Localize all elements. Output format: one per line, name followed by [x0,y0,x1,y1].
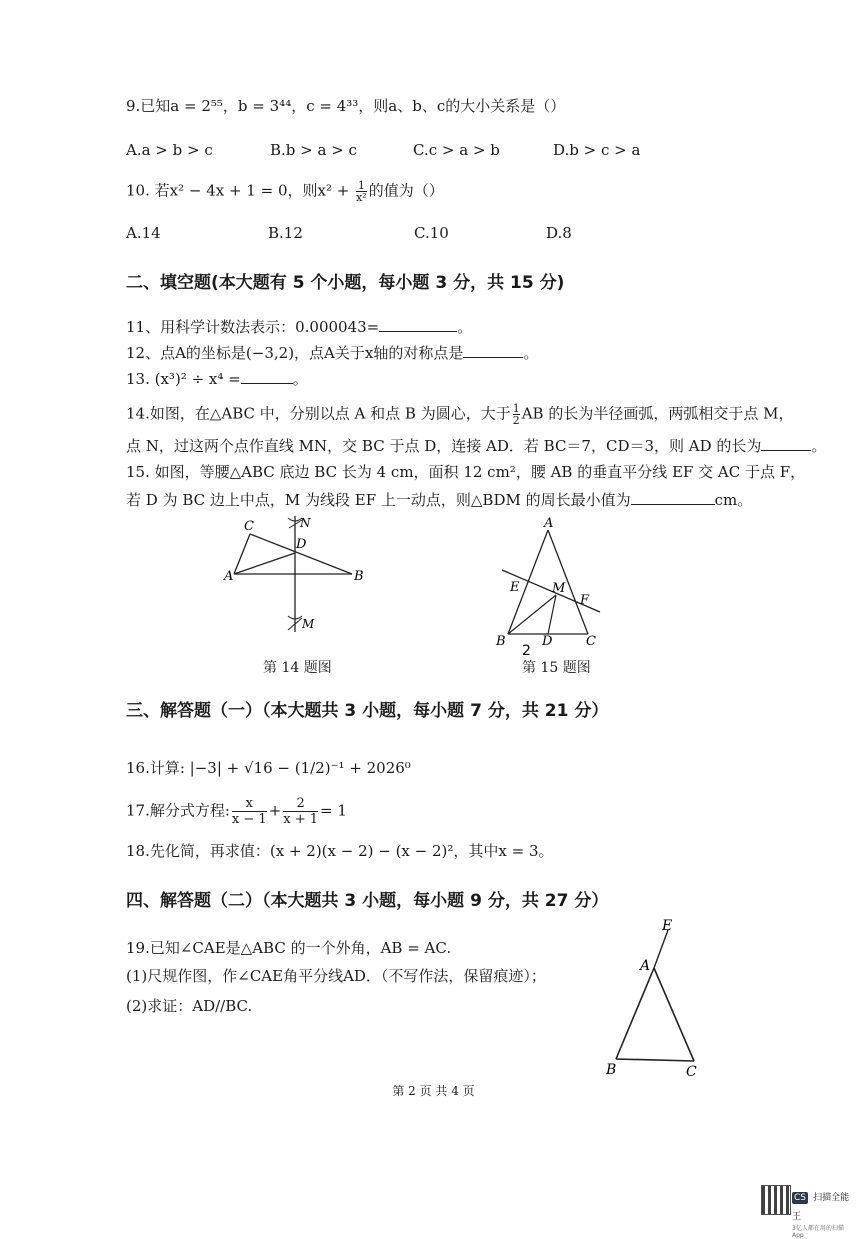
fig15-label-d: D [542,634,553,649]
fig19-label-b: B [606,1062,617,1078]
fig15-handwritten-mark: 2 [522,643,531,657]
qr-code-icon [761,1185,791,1215]
q12-answer-blank[interactable] [463,343,523,358]
question-14-line-2 [126,436,826,456]
q10-option-a: A.14 [126,224,161,242]
figure-19 [598,912,708,1082]
fig19-label-e: E [662,918,673,934]
scanner-name: 扫描全能王 [792,1193,850,1222]
scanner-watermark [792,1185,852,1239]
q17-frac1-num: x [232,796,267,812]
q11-text: 11、用科学计数法表示：0.000043= [126,318,380,336]
question-19-line-3: (2)求证：AD//BC. [126,997,253,1015]
q17-frac2-num: 2 [283,796,318,812]
q14-frac-num: 1 [512,402,520,415]
q17-frac2-den: x + 1 [283,812,319,827]
q11-answer-blank[interactable] [379,317,457,332]
fig14-side-ca [234,534,250,574]
q14-frac-den: 2 [512,414,520,427]
q17-fraction-1 [232,796,267,827]
q9-option-c: C.c > a > b [413,141,500,159]
fig15-label-a: A [544,516,554,531]
q13-end: 。 [292,370,308,388]
q15-text: 若 D 为 BC 边上中点，M 为线段 EF 上一动点，则△BDM 的周长最小值为 [126,491,631,509]
question-18: 18.先化简，再求值：(x + 2)(x − 2) − (x − 2)²，其中x = 3。 [126,842,554,860]
q10-fraction [356,180,367,203]
fig19-ray-ae [654,930,668,968]
figure-15 [490,512,610,657]
question-13 [126,369,308,389]
fig14-label-c: C [244,519,254,534]
question-15-line-2 [126,490,752,510]
q9-option-d: D.b > c > a [553,141,641,159]
fig15-label-e: E [510,580,520,595]
q17-equals: = 1 [320,801,347,820]
q11-end: 。 [457,318,473,336]
scanner-tagline: 3亿人都在用的扫描App [792,1225,844,1239]
question-14-line-1 [126,403,793,426]
question-17 [126,796,347,827]
page-footer: 第 2 页 共 4 页 [392,1084,475,1098]
q17-fraction-2 [283,796,318,827]
fig15-label-c: C [586,634,596,649]
fig15-label-f: F [580,593,590,608]
question-19-line-1: 19.已知∠CAE是△ABC 的一个外角，AB = AC. [126,939,452,957]
q13-text: 13. (x³)² ÷ x⁴ = [126,370,241,388]
q17-frac1-den: x − 1 [231,812,267,827]
fig19-label-c: C [686,1064,697,1080]
q9-option-b: B.b > a > c [270,141,357,159]
question-19-line-2: (1)尺规作图，作∠CAE角平分线AD．（不写作法，保留痕迹）； [126,967,546,985]
q17-text: 17.解分式方程: [126,801,230,820]
fig19-label-a: A [640,958,651,974]
fig15-label-b: B [496,634,506,649]
section-2-heading: 二、填空题(本大题有 5 个小题，每小题 3 分，共 15 分) [126,273,565,293]
scanner-logo: CS [794,1193,806,1203]
q15-end: cm。 [714,491,753,509]
fig19-side-ac [654,968,694,1061]
fig19-side-bc [616,1059,694,1061]
fig14-label-d: D [296,537,307,552]
question-16: 16.计算: |−3| + √16 − (1/2)⁻¹ + 2026⁰ [126,759,411,777]
figure-15-caption: 第 15 题图 [522,660,591,676]
q10-option-b: B.12 [268,224,303,242]
q14-text-1: 14.如图，在△ABC 中，分别以点 A 和点 B 为圆心，大于 [126,404,511,423]
section-3-heading: 三、解答题（一）（本大题共 3 小题，每小题 7 分，共 21 分） [126,701,609,721]
fig14-label-b: B [354,569,364,584]
q12-text: 12、点A的坐标是(−3,2)，点A关于x轴的对称点是 [126,344,464,362]
q14-answer-blank[interactable] [761,436,811,451]
q10-frac-num: 1 [357,179,365,192]
q15-answer-blank[interactable] [631,490,715,505]
q14-text-2: AB 的长为半径画弧，两弧相交于点 M， [521,404,794,423]
fig14-label-m: M [302,617,315,631]
question-12 [126,343,538,363]
q10-stem-post: 的值为（） [368,181,444,200]
q10-frac-den: x² [356,191,367,204]
q14-fraction [513,403,520,426]
q10-stem-pre: 10. 若x² − 4x + 1 = 0，则x² + [126,181,355,200]
fig14-segment-ad [234,553,295,574]
q10-option-c: C.10 [414,224,449,242]
q17-plus: + [268,801,282,820]
fig19-side-ab [616,968,654,1059]
q14-end: 。 [811,437,827,455]
question-10-stem [126,180,444,203]
q14-text-3: 点 N，过这两个点作直线 MN，交 BC 于点 D，连接 AD．若 BC＝7，CD＝3，则 AD 的长为 [126,437,762,455]
section-4-heading: 四、解答题（二）（本大题共 3 小题，每小题 9 分，共 27 分） [126,891,609,911]
fig14-label-a: A [224,569,234,584]
figure-14-caption: 第 14 题图 [263,660,332,676]
q12-end: 。 [523,344,539,362]
question-15-line-1: 15. 如图，等腰△ABC 底边 BC 长为 4 cm，面积 12 cm²，腰 AB 的垂直平分线 EF 交 AC 于点 F， [126,463,806,481]
fig15-label-m: M [552,581,566,596]
fig14-label-n: N [300,516,311,530]
q13-answer-blank[interactable] [241,369,293,384]
q10-option-d: D.8 [546,224,572,242]
question-9-stem: 9.已知a = 2⁵⁵，b = 3⁴⁴，c = 4³³，则a、b、c的大小关系是（） [126,97,566,115]
q9-option-a: A.a > b > c [126,141,213,159]
figure-14 [220,512,380,642]
question-11 [126,317,472,337]
